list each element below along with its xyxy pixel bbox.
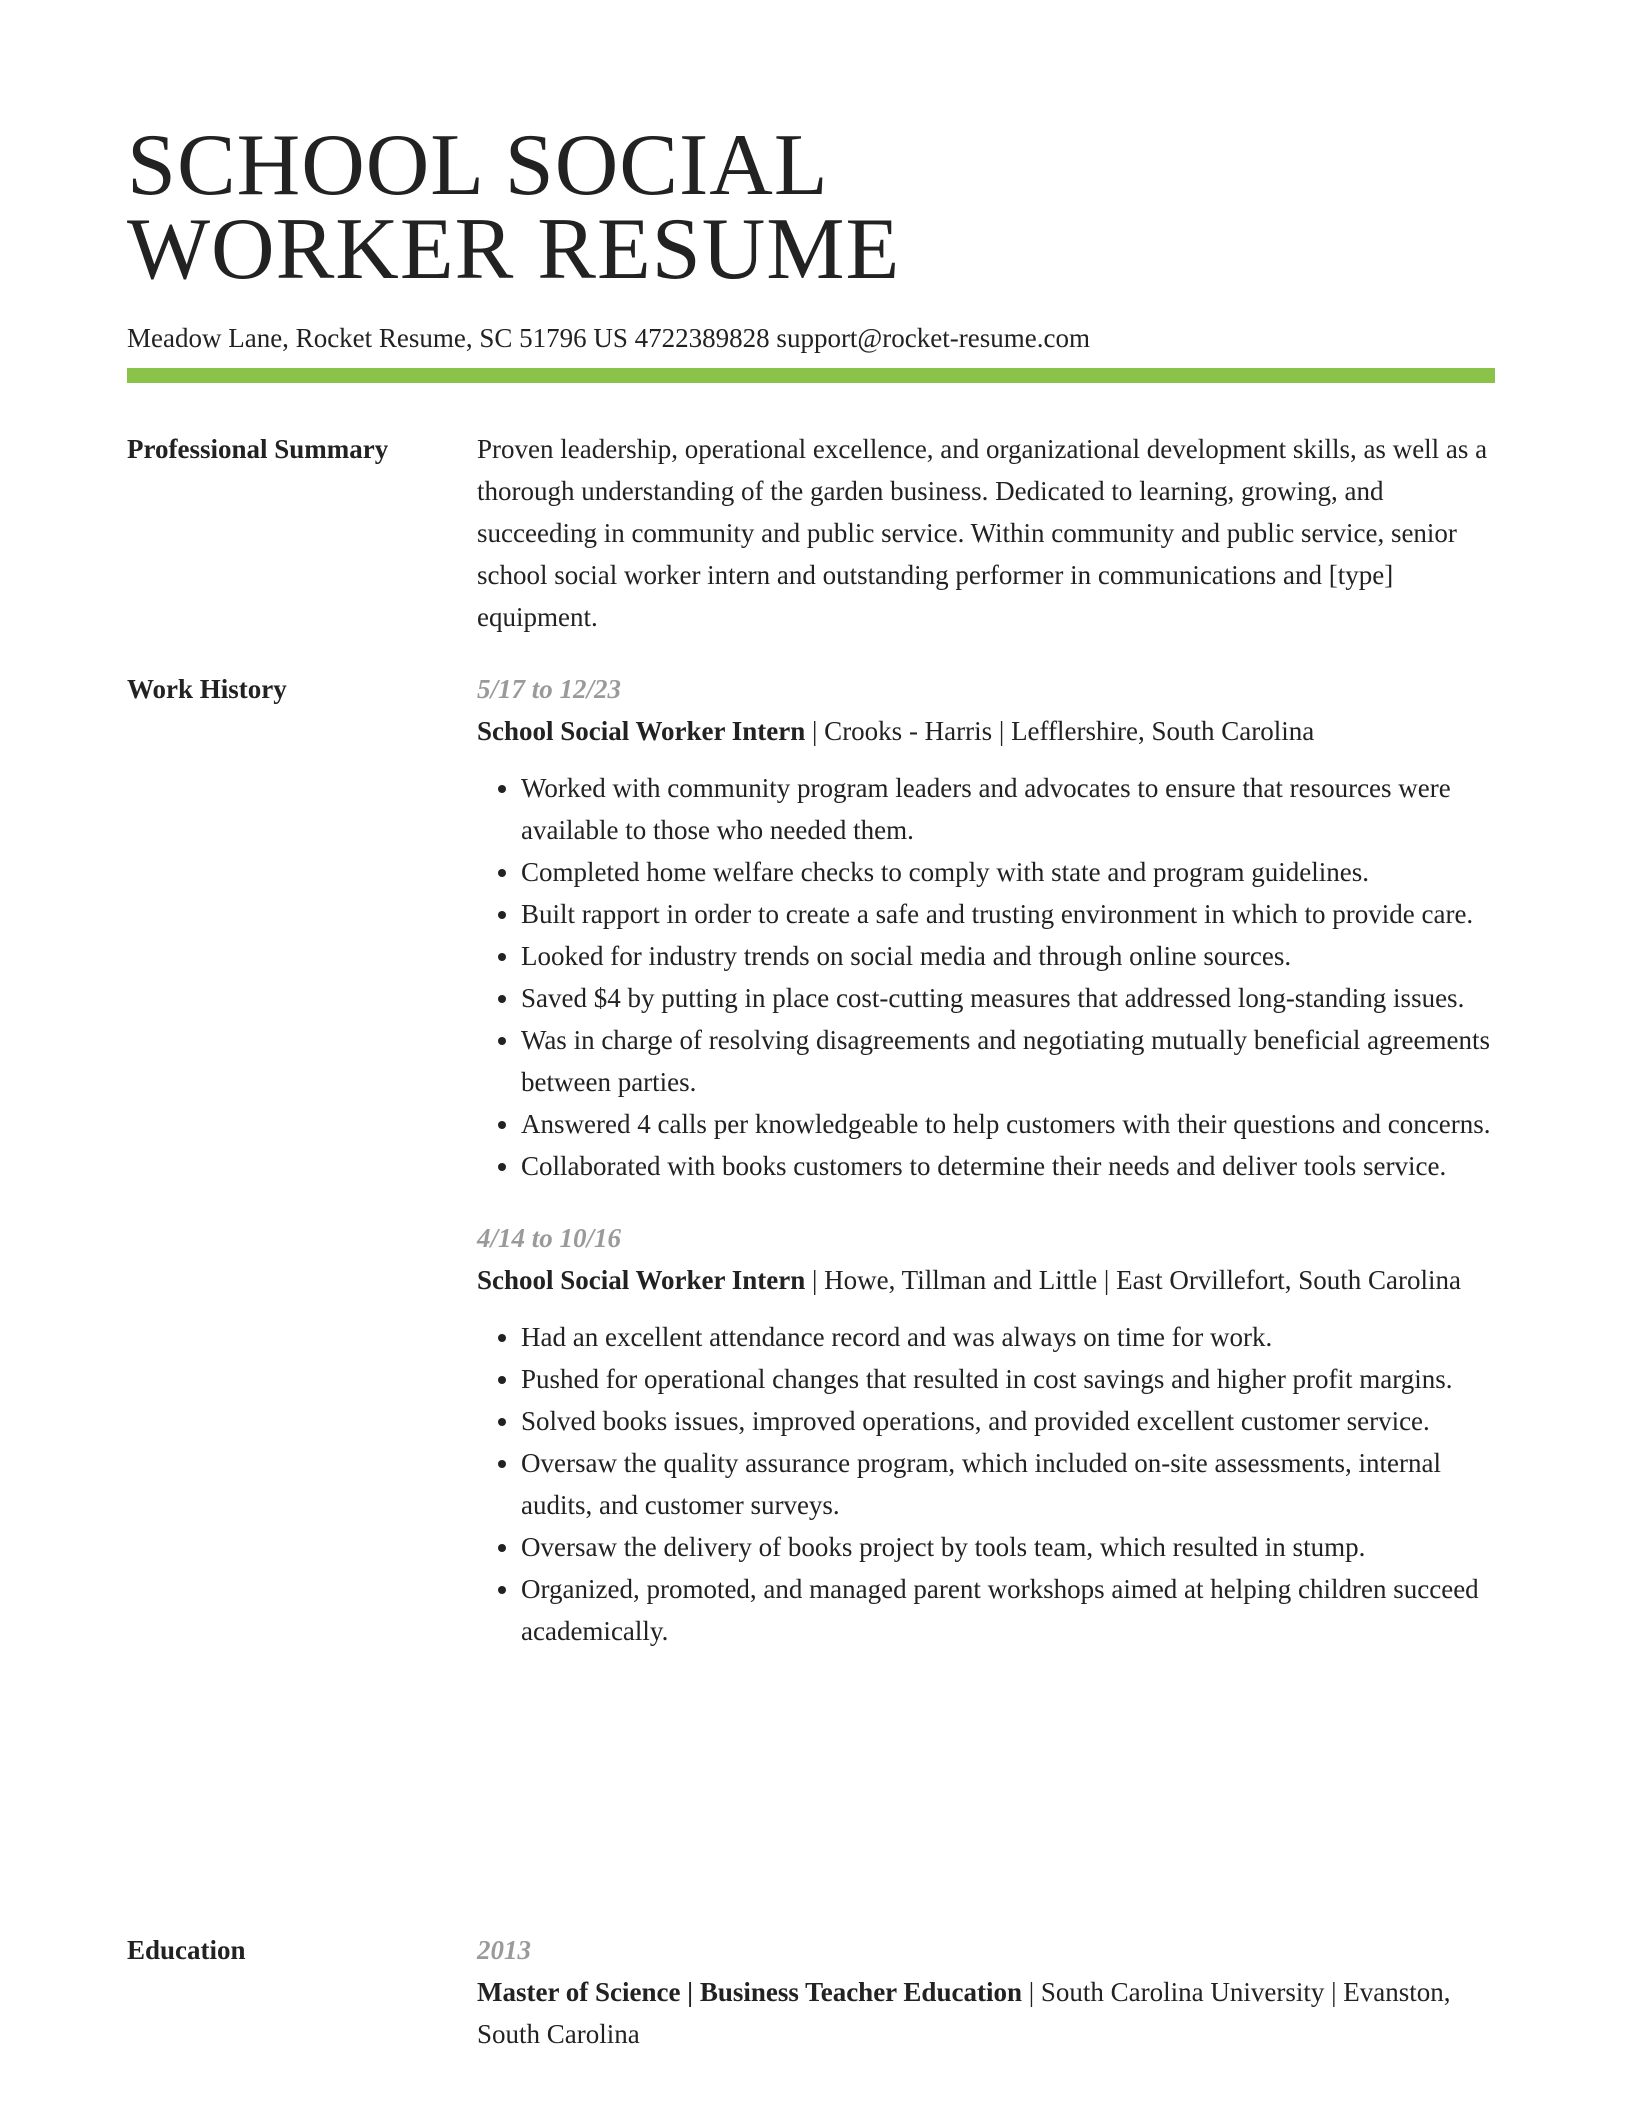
- accent-divider: [127, 368, 1495, 383]
- job-dates: 4/14 to 10/16: [477, 1223, 622, 1253]
- job-bullet: • Saved $4 by putting in place cost-cutting measures that addressed long-standing issues.: [521, 977, 1495, 1019]
- education-details: | South Carolina University | Evanston, South Carolina: [477, 1977, 1451, 2049]
- job-bullet: • Built rapport in order to create a safe and trusting environment in which to provide care.: [521, 893, 1495, 935]
- contact-info: Meadow Lane, Rocket Resume, SC 51796 US 4722389828 support@rocket-resume.com: [127, 323, 1090, 353]
- job-heading: [477, 1259, 1495, 1301]
- job-bullet: • Looked for industry trends on social media and through online sources.: [521, 935, 1495, 977]
- resume-header: [127, 117, 1495, 356]
- education-degree: Master of Science | Business Teacher Education: [477, 1977, 1022, 2007]
- job-details: | Crooks - Harris | Lefflershire, South Carolina: [805, 716, 1315, 746]
- summary-content: [477, 428, 1495, 638]
- job-entry: [477, 1217, 1495, 1652]
- job-details: | Howe, Tillman and Little | East Orvillefort, South Carolina: [805, 1265, 1462, 1295]
- job-bullet: • Solved books issues, improved operations, and provided excellent customer service.: [521, 1400, 1495, 1442]
- job-entry: [477, 668, 1495, 1187]
- job-bullet: • Oversaw the quality assurance program, which included on-site assessments, internal audits, and customer surveys.: [521, 1442, 1495, 1526]
- work-history-content: [477, 668, 1495, 1652]
- job-bullet: • Oversaw the delivery of books project by tools team, which resulted in stump.: [521, 1526, 1495, 1568]
- education-label: Education: [127, 1935, 246, 1965]
- education-year: 2013: [477, 1935, 531, 1965]
- job-bullet: • Worked with community program leaders and advocates to ensure that resources were available to those who needed them.: [521, 767, 1495, 851]
- summary-label: Professional Summary: [127, 434, 389, 464]
- title-line-2: WORKER RESUME: [127, 201, 901, 298]
- job-dates: 5/17 to 12/23: [477, 674, 622, 704]
- job-title: School Social Worker Intern: [477, 716, 806, 746]
- job-bullet: • Collaborated with books customers to determine their needs and deliver tools service.: [521, 1145, 1495, 1187]
- work-history-label: Work History: [127, 674, 287, 704]
- education-content: [477, 1929, 1495, 2055]
- job-heading: [477, 710, 1495, 752]
- summary-text: Proven leadership, operational excellence, and organizational development skills, as well as a thorough understanding of the garden business. Dedicated to learning, growing, and succeeding in community and public service. Within community and public service, senior school social worker intern and outstanding performer in communications and [type] equipment.: [477, 434, 1488, 632]
- job-bullet: • Pushed for operational changes that resulted in cost savings and higher profit margins.: [521, 1358, 1495, 1400]
- job-title: School Social Worker Intern: [477, 1265, 806, 1295]
- job-bullet: • Completed home welfare checks to comply with state and program guidelines.: [521, 851, 1495, 893]
- title-line-1: SCHOOL SOCIAL: [127, 117, 829, 214]
- job-bullet: • Was in charge of resolving disagreements and negotiating mutually beneficial agreements between parties.: [521, 1019, 1495, 1103]
- page-title: [127, 117, 1495, 298]
- job-bullet: • Had an excellent attendance record and was always on time for work.: [521, 1316, 1495, 1358]
- job-bullet: • Organized, promoted, and managed parent workshops aimed at helping children succeed academically.: [521, 1568, 1495, 1652]
- job-bullet: • Answered 4 calls per knowledgeable to help customers with their questions and concerns.: [521, 1103, 1495, 1145]
- education-heading: [477, 1971, 1495, 2055]
- job-bullets: [477, 1316, 1495, 1652]
- job-bullets: [477, 767, 1495, 1187]
